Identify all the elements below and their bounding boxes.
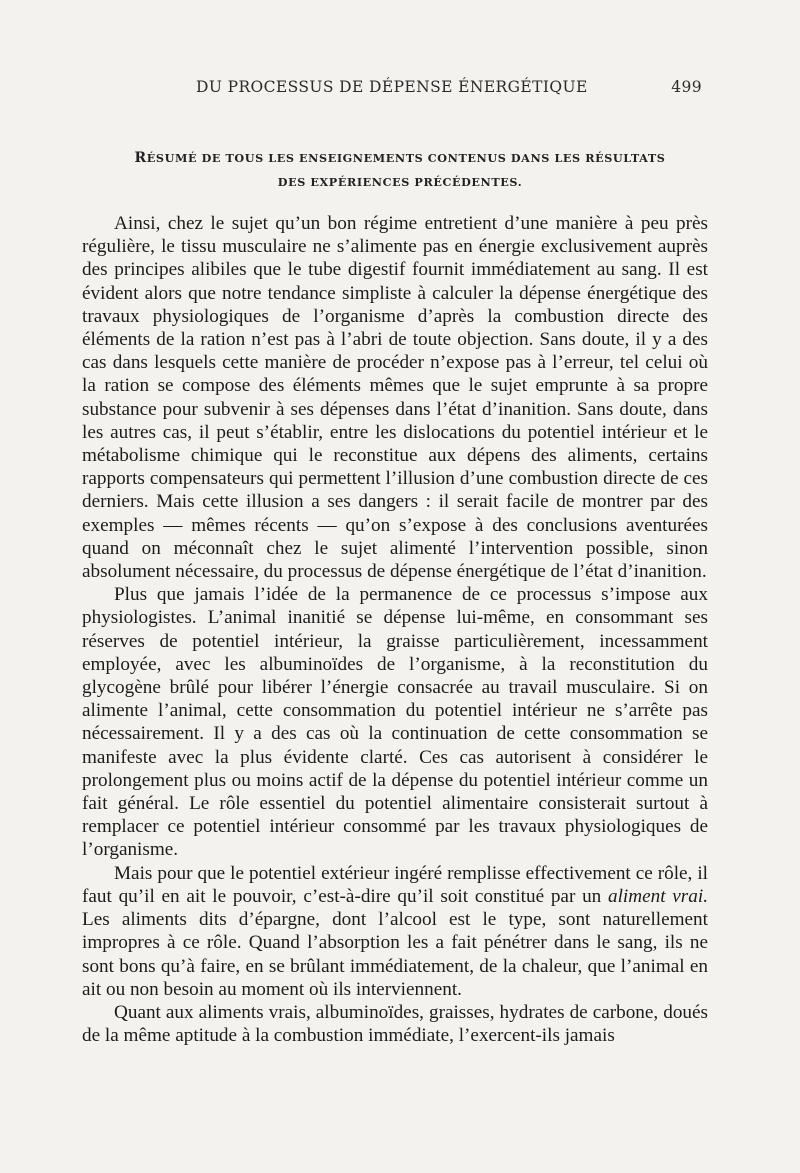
heading-initial: R <box>134 150 147 166</box>
body-text <box>82 212 708 1047</box>
paragraph-4: Quant aux aliments vrais, albuminoïdes, graisses, hydrates de carbone, doués de la même aptitude à la combustion immédiate, l’exercent-ils jamais <box>82 1001 708 1047</box>
paragraph-3-before: Mais pour que le potentiel extérieur ingéré remplisse effectivement ce rôle, il faut qu’il en ait le pouvoir, c’est-à-dire qu’il soit constitué par un <box>82 862 708 907</box>
paragraph-3 <box>82 862 708 1001</box>
running-title: DU PROCESSUS DE DÉPENSE ÉNERGÉTIQUE <box>196 78 588 96</box>
section-heading-line-2: DES EXPÉRIENCES PRÉCÉDENTES. <box>277 175 523 189</box>
section-heading-line-1 <box>90 146 710 170</box>
paragraph-1: Ainsi, chez le sujet qu’un bon régime entretient d’une manière à peu près régulière, le tissu musculaire ne s’alimente pas en énergie exclusivement auprès des principes alibiles que le tube digestif fournit immédiatement au sang. Il est évident alors que notre tendance simpliste à calculer la dépense énergétique des travaux physiologiques de l’organisme d’après la combustion directe des éléments de la ration n’est pas à l’abri de toute objection. Sans doute, il y a des cas dans lesquels cette manière de procéder n’expose pas à l’erreur, tel celui où la ration se compose des éléments mêmes que le sujet emprunte à sa propre substance pour subvenir à ses dépenses dans l’état d’inanition. Sans doute, dans les autres cas, il peut s’établir, entre les dislocations du potentiel intérieur et le métabolisme chimique qui le reconstitue aux dépens des aliments, certains rapports compensateurs qui permettent l’illusion d’une combustion directe de ces derniers. Mais cette illusion a ses dangers : il serait facile de montrer par des exemples — mêmes récents — qu’on s’expose à des conclusions aventurées quand on méconnaît chez le sujet alimenté l’intervention possible, sinon absolument nécessaire, du processus de dépense énergétique de l’état d’inanition. <box>82 213 708 583</box>
heading-line-1-text: ÉSUMÉ DE TOUS LES ENSEIGNEMENTS CONTENUS DANS LES RÉSULTATS <box>146 151 666 165</box>
paragraph-2: Plus que jamais l’idée de la permanence de ce processus s’impose aux physiologistes. L’animal inanitié se dépense lui-même, en consommant ses réserves de potentiel intérieur, la graisse particulièrement, incessamment employée, avec les albuminoïdes de l’organisme, à la reconstitution du glycogène brûlé pour libérer l’énergie consacrée au travail musculaire. Si on alimente l’animal, cette consommation du potentiel intérieur ne s’arrête pas nécessairement. Il y a des cas où la continuation de cette consommation se manifeste avec la plus évidente clarté. Ces cas autorisent à considérer le prolongement plus ou moins actif de la dépense du potentiel intérieur comme un fait général. Le rôle essentiel du potentiel alimentaire consisterait surtout à remplacer ce potentiel intérieur consommé par les travaux physiologiques de l’organisme. <box>82 584 708 861</box>
page-number: 499 <box>671 78 702 96</box>
section-heading <box>90 146 710 194</box>
emphasis-aliment-vrai: aliment vrai. <box>608 885 708 907</box>
paragraph-3-after: Les aliments dits d’épargne, dont l’alcool est le type, sont naturellement impropres à ce rôle. Quand l’absorption les a fait pénétrer dans le sang, ils ne sont bons qu’à faire, en se brûlant immédiatement, de la chaleur, que l’animal en ait ou non besoin au moment où ils interviennent. <box>82 909 708 1000</box>
